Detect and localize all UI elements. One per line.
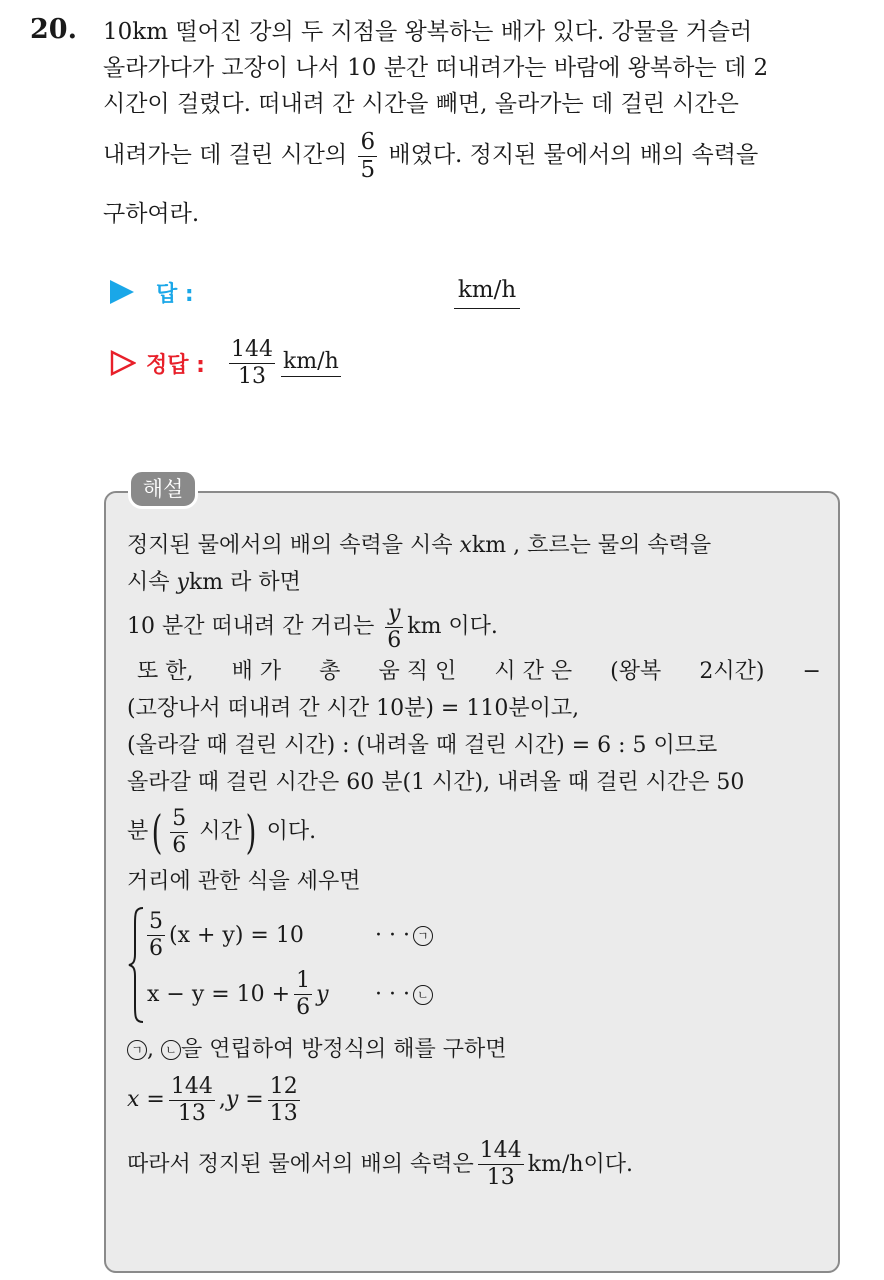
correct-answer-fraction xyxy=(229,336,275,389)
text: 10 분간 떠내려 간 거리는 xyxy=(127,614,382,639)
fraction-numerator: 144 xyxy=(230,336,273,362)
correct-answer-value xyxy=(225,336,341,389)
var-y: y xyxy=(176,570,189,595)
fraction-numerator: 1 xyxy=(296,968,311,993)
word: 총 xyxy=(319,659,341,684)
answer-label: 답 : xyxy=(156,281,194,307)
question-line-4 xyxy=(103,122,863,188)
six-fifths-fraction xyxy=(358,128,377,183)
text: 이다. xyxy=(259,819,317,844)
question-line-3: 시간이 걸렸다. 떠내려 간 시간을 빼면, 올라가는 데 걸린 시간은 xyxy=(103,91,739,117)
fraction-numerator: 144 xyxy=(479,1137,522,1163)
solution-line-1 xyxy=(127,527,827,564)
question-line-2: 올라가다가 고장이 나서 10 분간 떠내려가는 바람에 왕복하는 데 2 xyxy=(103,55,769,81)
y-value-fraction xyxy=(268,1073,300,1126)
word: 또 한, xyxy=(137,659,194,684)
filled-triangle-icon xyxy=(110,280,134,304)
word: − xyxy=(802,659,821,684)
fraction-denominator: 6 xyxy=(172,832,187,858)
question-text xyxy=(103,14,863,240)
solution-line-5: (고장나서 떠내려 간 시간 10분) = 110분이고, xyxy=(127,696,580,721)
fraction-numerator: 144 xyxy=(170,1073,213,1099)
text: km , 흐르는 물의 속력을 xyxy=(471,533,712,558)
text: (x + y) = 10 xyxy=(169,923,304,948)
text: 시간 xyxy=(192,819,242,844)
text: 분 xyxy=(127,819,149,844)
solution-line-8 xyxy=(127,801,827,863)
right-paren: ) xyxy=(245,805,257,859)
text: km 이다. xyxy=(407,614,498,639)
question-line-1: 10km 떨어진 강의 두 지점을 왕복하는 배가 있다. 강물을 거슬러 xyxy=(103,19,753,45)
answer-blank-field[interactable]: km/h xyxy=(454,272,520,309)
left-brace-icon xyxy=(127,906,147,1024)
answer-row xyxy=(110,272,517,312)
solution-conclusion xyxy=(127,1132,827,1196)
fraction-numerator: 12 xyxy=(269,1073,298,1099)
circled-giyeok-icon: ㄱ xyxy=(127,1040,147,1060)
five-sixths-fraction xyxy=(147,911,165,960)
fraction-denominator: 13 xyxy=(237,363,266,389)
equation-1 xyxy=(147,908,433,964)
circled-giyeok-icon: ㄱ xyxy=(413,926,433,946)
fraction-denominator: 5 xyxy=(360,156,376,183)
dots: · · · xyxy=(375,923,410,948)
word: 움 직 인 xyxy=(378,659,457,684)
fraction-denominator: 6 xyxy=(296,995,311,1020)
fraction-denominator: 13 xyxy=(269,1100,298,1126)
question-line-5: 구하여라. xyxy=(103,201,200,227)
equation-2-body xyxy=(147,970,353,1019)
text: 따라서 정지된 물에서의 배의 속력은 xyxy=(127,1151,474,1177)
solution-tag: 해설 xyxy=(128,469,198,509)
solution-line-4 xyxy=(127,653,827,690)
equation-lines xyxy=(147,906,433,1024)
var-x: x = xyxy=(127,1087,165,1112)
separator: , xyxy=(218,1087,226,1112)
equation-1-tag xyxy=(375,923,433,948)
word: (왕복 xyxy=(610,659,662,684)
circled-nieun-icon: ㄴ xyxy=(413,985,433,1005)
circled-nieun-icon: ㄴ xyxy=(161,1040,181,1060)
fraction-numerator: 6 xyxy=(360,128,376,155)
solution-line-9: 거리에 관한 식을 세우면 xyxy=(127,869,361,894)
correct-answer-row xyxy=(110,336,341,390)
word: 2시간) xyxy=(699,659,765,684)
text: 을 연립하여 방정식의 해를 구하면 xyxy=(181,1037,507,1062)
final-answer-fraction xyxy=(478,1137,524,1190)
one-sixth-fraction xyxy=(294,970,312,1019)
dots: · · · xyxy=(375,982,410,1007)
fraction-denominator: 13 xyxy=(486,1164,515,1190)
fraction-numerator: y xyxy=(385,603,403,628)
y-over-6-fraction xyxy=(385,600,403,653)
x-value-fraction xyxy=(169,1073,215,1126)
equation-system xyxy=(127,906,827,1024)
equation-1-body xyxy=(147,911,353,960)
solution-line-3 xyxy=(127,601,827,653)
text: km/h이다. xyxy=(527,1151,634,1177)
text: km 라 하면 xyxy=(188,570,301,595)
var-x: x xyxy=(459,533,472,558)
fraction-denominator: 6 xyxy=(387,627,402,653)
word: 시 간 은 xyxy=(494,659,573,684)
text: 시속 xyxy=(127,570,177,595)
fraction-denominator: 13 xyxy=(177,1100,206,1126)
question-line-4-pre: 내려가는 데 걸린 시간의 xyxy=(103,142,348,168)
fraction-numerator: 5 xyxy=(172,805,187,831)
fraction-numerator: 5 xyxy=(149,909,163,934)
equation-2 xyxy=(147,967,433,1023)
var-y: y = xyxy=(225,1087,264,1112)
question-line-4-post: 배였다. 정지된 물에서의 배의 속력을 xyxy=(388,142,759,168)
equation-2-tag xyxy=(375,982,433,1007)
solution-line-7: 올라갈 때 걸린 시간은 60 분(1 시간), 내려올 때 걸린 시간은 50 xyxy=(127,770,745,795)
var-y: y xyxy=(316,982,329,1007)
solution-line-10: ㄱ , ㄴ 을 연립하여 방정식의 해를 구하면 xyxy=(127,1031,827,1068)
fraction-denominator: 6 xyxy=(149,936,163,961)
text: x − y = 10 + xyxy=(147,982,291,1007)
solution-line-2 xyxy=(127,564,827,601)
five-sixths-fraction xyxy=(170,805,188,858)
solution-line-6: (올라갈 때 걸린 시간) : (내려올 때 걸린 시간) = 6 : 5 이므로 xyxy=(127,733,718,758)
text: 정지된 물에서의 배의 속력을 시속 xyxy=(127,533,460,558)
solution-content xyxy=(127,527,827,1196)
correct-answer-unit: km/h xyxy=(281,349,341,377)
solution-result xyxy=(127,1068,827,1132)
left-paren: ( xyxy=(151,805,163,859)
word: 배 가 xyxy=(231,659,282,684)
correct-answer-label: 정답 : xyxy=(146,352,205,378)
outline-triangle-icon xyxy=(110,350,136,376)
question-number: 20. xyxy=(30,14,77,45)
